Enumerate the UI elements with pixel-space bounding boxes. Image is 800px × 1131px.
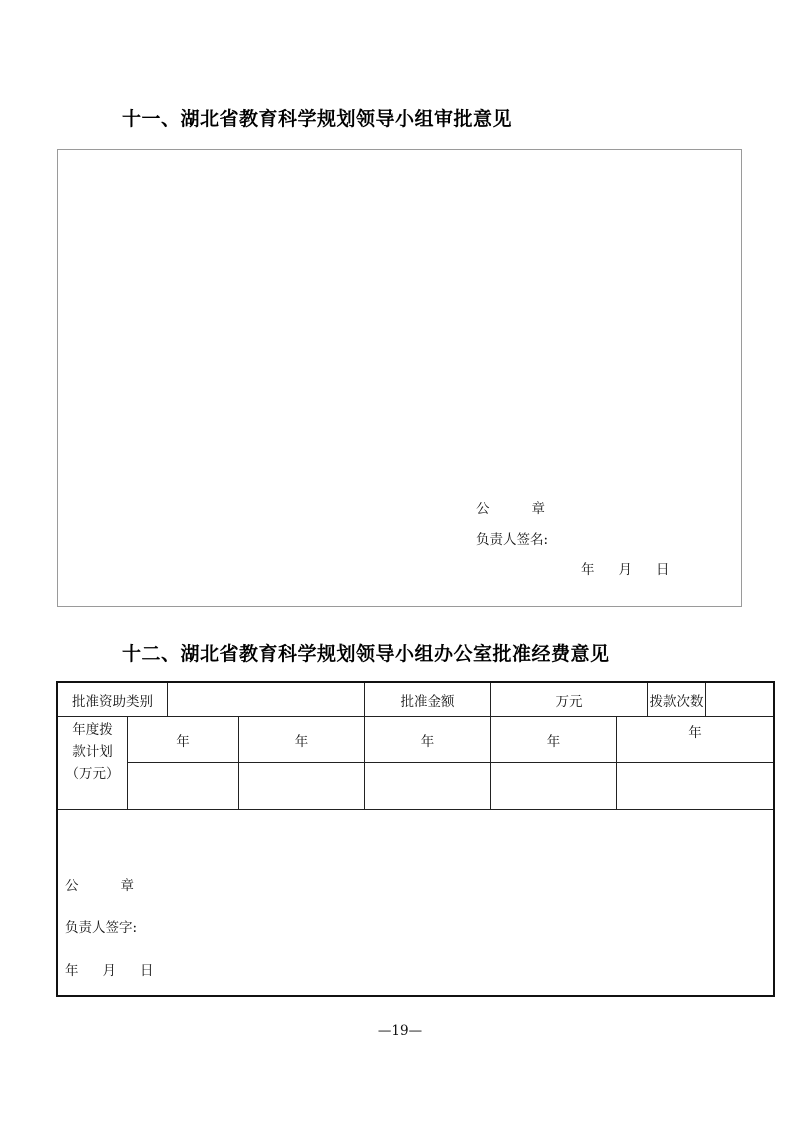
date-month: 月 — [618, 562, 632, 578]
year-header-4 — [491, 717, 617, 763]
date-line-2 — [65, 959, 154, 979]
year-header-5-text: 年 — [688, 725, 702, 741]
date2-day: 日 — [140, 963, 154, 979]
year-header-3-text: 年 — [420, 733, 435, 750]
year-amount-3[interactable] — [365, 763, 491, 810]
seal-char-2: 章 — [531, 501, 545, 517]
date2-month: 月 — [102, 963, 116, 979]
year-amount-5[interactable] — [617, 763, 774, 810]
category-label-cell — [58, 683, 168, 717]
year-header-1 — [128, 717, 239, 763]
signer-label-2: 负责人签字: — [65, 920, 138, 936]
date-day: 日 — [656, 562, 670, 578]
times-label-cell — [648, 683, 706, 717]
times-label: 拨款次数 — [649, 693, 704, 710]
seal2-char-1: 公 — [65, 878, 79, 894]
seal-label — [476, 497, 545, 517]
plan-label-line-2: 款计划 — [72, 744, 113, 760]
year-header-5 — [617, 717, 774, 763]
year-amount-1[interactable] — [128, 763, 239, 810]
date2-year: 年 — [65, 963, 79, 979]
year-header-1-text: 年 — [176, 733, 190, 750]
amount-label-cell — [365, 683, 491, 717]
office-opinion-cell — [58, 810, 774, 996]
year-header-2 — [239, 717, 365, 763]
times-value-cell[interactable] — [706, 683, 774, 717]
signer-label: 负责人签名: — [476, 532, 549, 548]
amount-label: 批准金额 — [400, 693, 455, 710]
page-number: —19— — [377, 1023, 423, 1039]
section-11-title: 十一、湖北省教育科学规划领导小组审批意见 — [122, 108, 513, 130]
section-12-title: 十二、湖北省教育科学规划领导小组办公室批准经费意见 — [122, 643, 610, 665]
year-amount-2[interactable] — [239, 763, 365, 810]
date-line — [581, 558, 670, 578]
plan-label-line-3: （万元） — [65, 766, 120, 782]
seal2-char-2: 章 — [120, 878, 134, 894]
amount-value-cell[interactable] — [491, 683, 648, 717]
funding-approval-table — [57, 682, 774, 996]
annual-plan-label-cell — [58, 717, 128, 810]
year-header-2-text: 年 — [294, 733, 309, 750]
seal-char-1: 公 — [476, 501, 490, 517]
plan-label-line-1: 年度拨 — [72, 722, 113, 738]
date-year: 年 — [581, 562, 595, 578]
category-value-cell[interactable] — [168, 683, 365, 717]
year-header-4-text: 年 — [546, 733, 561, 750]
year-header-3 — [365, 717, 491, 763]
seal-label-2 — [65, 874, 134, 894]
year-amount-4[interactable] — [491, 763, 617, 810]
amount-unit: 万元 — [555, 693, 583, 710]
category-label: 批准资助类别 — [72, 693, 153, 710]
approval-opinion-box — [57, 149, 742, 607]
